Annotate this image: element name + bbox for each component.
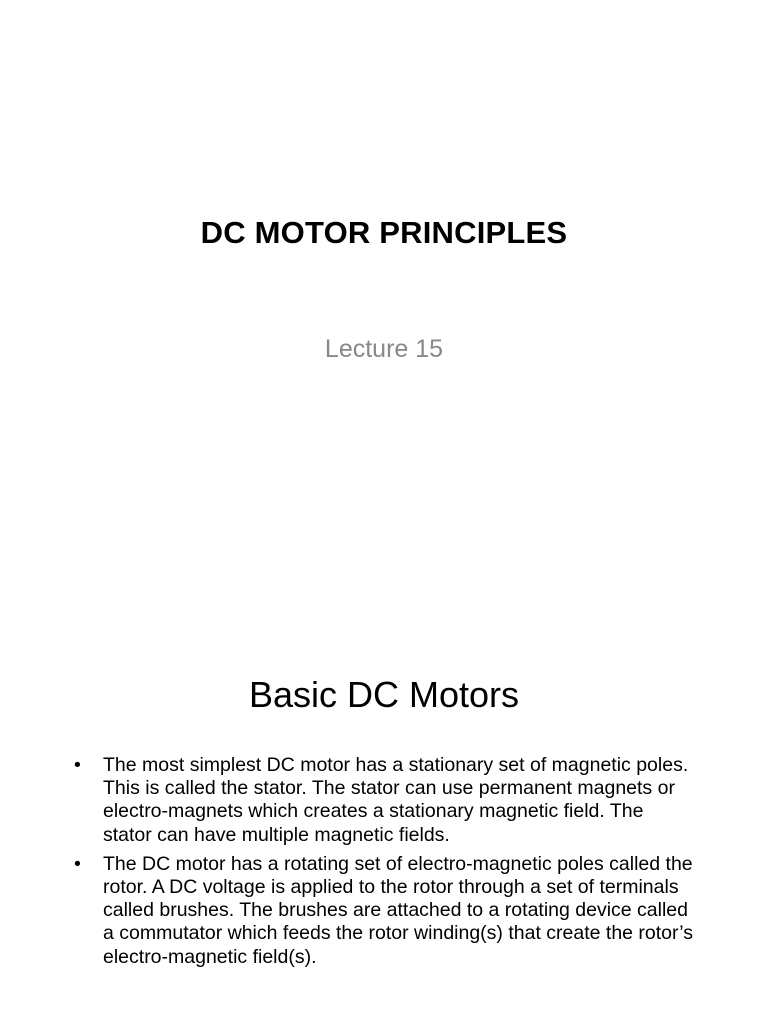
bullet-item [74,853,694,969]
slide-subtitle: Lecture 15 [324,335,444,363]
bullet-item [74,754,694,847]
bullet-icon: • [74,754,81,776]
bullet-text: The most simplest DC motor has a stationary set of magnetic poles. This is called the stator. The stator can use permanent magnets or electro-magnets which creates a stationary magnetic field. The stator can have multiple magnetic fields. [103,754,689,846]
bullet-icon: • [74,852,81,875]
bullet-text: The DC motor has a rotating set of electro-magnetic poles called the rotor. A DC voltage is applied to the rotor through a set of terminals called brushes. The brushes are attached to a rotating device called a commutator which feeds the rotor winding(s) that create the rotor’s electro-magnetic field(s). [103,852,693,968]
slide-title: DC MOTOR PRINCIPLES [200,215,568,250]
bullet-list [74,754,694,975]
slide-title: Basic DC Motors [248,674,520,715]
content-slide [0,576,768,1024]
